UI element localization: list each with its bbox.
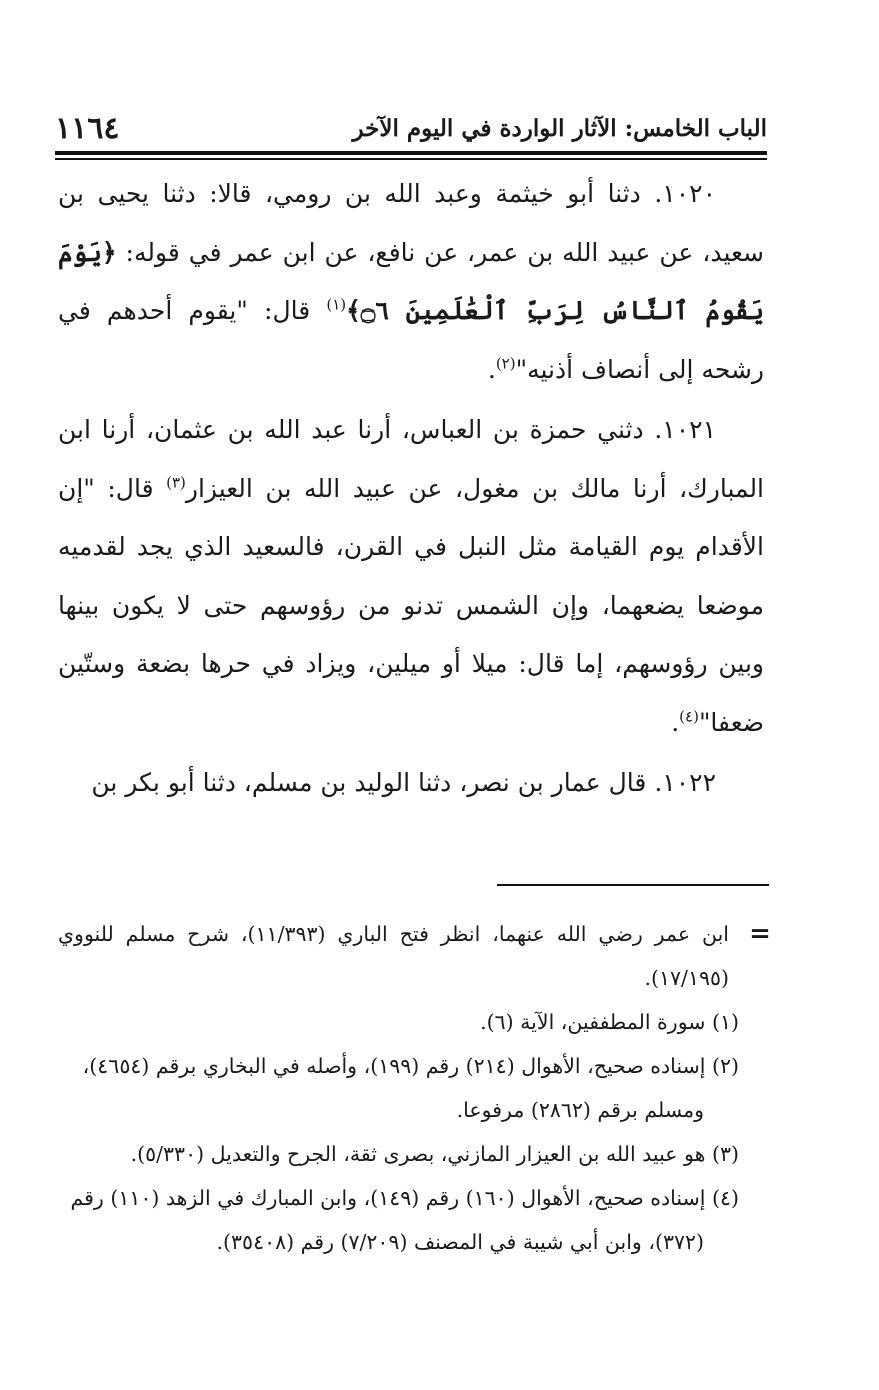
- footnote-ref: (١): [326, 295, 347, 314]
- continuation-mark: =: [749, 919, 771, 949]
- hadith-1022: [58, 754, 764, 813]
- hadith-text: قال: "إن الأقدام يوم القيامة مثل النبل في القرن، فالسعيد الذي يجد لقدميه موضعا يضعهما، وإن الشمس تدنو من رؤوسهم حتى لا يكون بينها وبين رؤوسهم، إما قال: ميلا أو ميلين، ويزاد في حرها بضعة وستّين ضعفا": [58, 473, 764, 737]
- running-title: الباب الخامس: الآثار الواردة في اليوم الآخر: [352, 114, 767, 142]
- hadith-number: ١٠٢٠.: [654, 179, 717, 208]
- footnote-text-continued: (٣٧٢)، وابن أبي شيبة في المصنف (٧/٢٠٩) رقم (٣٥٤٠٨).: [216, 1230, 704, 1254]
- quran-verse: ﴿يَوْمَ يَقُومُ ٱلنَّاسُ لِرَبِّ ٱلْعَٰلَمِينَ ۝٦﴾: [58, 237, 765, 325]
- footnotes: [58, 912, 769, 1264]
- footnote-continuation: [58, 912, 769, 1000]
- footnote-3: [58, 1132, 769, 1176]
- hadith-text: قال: "يقوم أحدهم في رشحه إلى أنصاف أذنيه": [58, 296, 764, 384]
- main-text: [58, 165, 764, 815]
- page-header: [55, 108, 767, 148]
- footnote-ref: (٣): [166, 473, 186, 492]
- footnote-ref: (٢): [495, 354, 516, 373]
- page-number: ١١٦٤: [55, 110, 120, 146]
- footnote-separator: [497, 884, 769, 886]
- header-rule-thin: [55, 158, 767, 160]
- footnote-text: (١) سورة المطففين، الآية (٦).: [480, 1010, 739, 1034]
- footnote-1: [58, 1000, 769, 1044]
- header-rule-thick: [55, 151, 767, 155]
- footnote-text-continued: ومسلم برقم (٢٨٦٢) مرفوعا.: [456, 1098, 704, 1122]
- hadith-text: دثني حمزة بن العباس، أرنا عبد الله بن عثمان، أرنا ابن المبارك، أرنا مالك بن مغول، عن عبيد الله بن العيزار: [58, 415, 765, 503]
- sentence-end: .: [487, 354, 496, 384]
- hadith-text: قال عمار بن نصر، دثنا الوليد بن مسلم، دثنا أبو بكر بن: [91, 768, 647, 797]
- hadith-text: دثنا أبو خيثمة وعبد الله بن رومي، قالا: دثنا يحيى بن سعيد، عن عبيد الله بن عمر، عن نافع، عن ابن عمر في قوله:: [58, 179, 764, 267]
- footnote-4: [58, 1176, 769, 1264]
- footnote-text: ابن عمر رضي الله عنهما، انظر فتح الباري (١١/٣٩٣)، شرح مسلم للنووي (١٧/١٩٥).: [58, 922, 729, 990]
- hadith-1020: [58, 165, 764, 399]
- footnote-text: (٣) هو عبيد الله بن العيزار المازني، بصرى ثقة، الجرح والتعديل (٥/٣٣٠).: [130, 1142, 739, 1166]
- footnote-2: [58, 1044, 769, 1132]
- hadith-number: ١٠٢٢.: [654, 768, 716, 797]
- footnote-ref: (٤): [679, 707, 699, 726]
- sentence-end: .: [671, 707, 680, 737]
- footnote-text: (٤) إسناده صحيح، الأهوال (١٦٠) رقم (١٤٩)، وابن المبارك في الزهد (١١٠) رقم: [70, 1186, 739, 1210]
- hadith-1021: [58, 401, 764, 752]
- footnote-text: (٢) إسناده صحيح، الأهوال (٢١٤) رقم (١٩٩)، وأصله في البخاري برقم (٤٦٥٤)،: [82, 1054, 739, 1078]
- hadith-number: ١٠٢١.: [654, 415, 716, 444]
